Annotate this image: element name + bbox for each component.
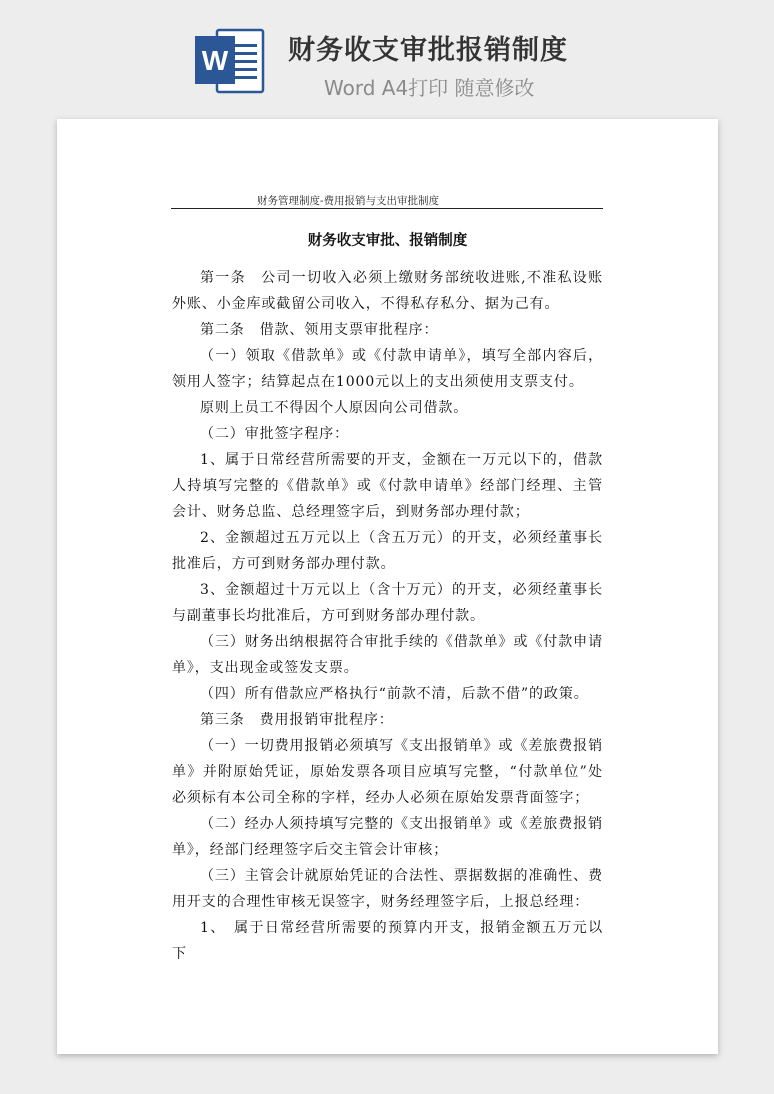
word-doc-icon (193, 24, 265, 96)
paragraph: 3、金额超过十万元以上（含十万元）的开支，必须经董事长与副董事长均批准后，方可到财务部办理付款。 (172, 582, 603, 624)
paragraph: （三）主管会计就原始凭证的合法性、票据数据的准确性、费用开支的合理性审核无误签字，财务经理签字后，上报总经理： (172, 868, 603, 910)
paragraph: （三）财务出纳根据符合审批手续的《借款单》或《付款申请单》，支出现金或签发支票。 (172, 634, 603, 676)
paragraph: （二）经办人须持填写完整的《支出报销单》或《差旅费报销单》，经部门经理签字后交主管会计审核； (172, 816, 603, 858)
paragraph: （二）审批签字程序： (200, 426, 349, 442)
paragraph: 第一条 公司一切收入必须上缴财务部统收进账,不准私设账外账、小金库或截留公司收入，不得私存私分、据为己有。 (172, 270, 603, 312)
paragraph: 原则上员工不得因个人原因向公司借款。 (200, 400, 469, 416)
banner (0, 0, 774, 118)
document-body (172, 265, 603, 967)
paragraph: （一）领取《借款单》或《付款申请单》，填写全部内容后，领用人签字；结算起点在1000元以上的支出须使用支票支付。 (172, 348, 603, 390)
paragraph: 1、 属于日常经营所需要的预算内开支，报销金额五万元以下 (172, 920, 603, 962)
paragraph: （一）一切费用报销必须填写《支出报销单》或《差旅费报销单》并附原始凭证，原始发票各项目应填写完整，“付款单位”处必须标有本公司全称的字样，经办人必须在原始发票背面签字； (172, 738, 603, 806)
word-icon-letter: W (201, 45, 229, 76)
document-title: 财务收支审批、报销制度 (307, 232, 468, 249)
document-page (57, 119, 718, 1054)
header-rule (171, 208, 603, 209)
running-header: 财务管理制度-费用报销与支出审批制度 (257, 195, 440, 207)
banner-subtitle: Word A4打印 随意修改 (324, 76, 535, 100)
paragraph: 1、属于日常经营所需要的开支，金额在一万元以下的，借款人持填写完整的《借款单》或《付款申请单》经部门经理、主管会计、财务总监、总经理签字后，到财务部办理付款； (172, 452, 603, 520)
banner-title: 财务收支审批报销制度 (288, 35, 568, 66)
paragraph: 第二条 借款、领用支票审批程序： (200, 322, 439, 338)
paragraph: 第三条 费用报销审批程序： (200, 712, 394, 728)
paragraph: （四）所有借款应严格执行“前款不清，后款不借”的政策。 (200, 686, 589, 702)
paragraph: 2、金额超过五万元以上（含五万元）的开支，必须经董事长批准后，方可到财务部办理付款。 (172, 530, 603, 572)
